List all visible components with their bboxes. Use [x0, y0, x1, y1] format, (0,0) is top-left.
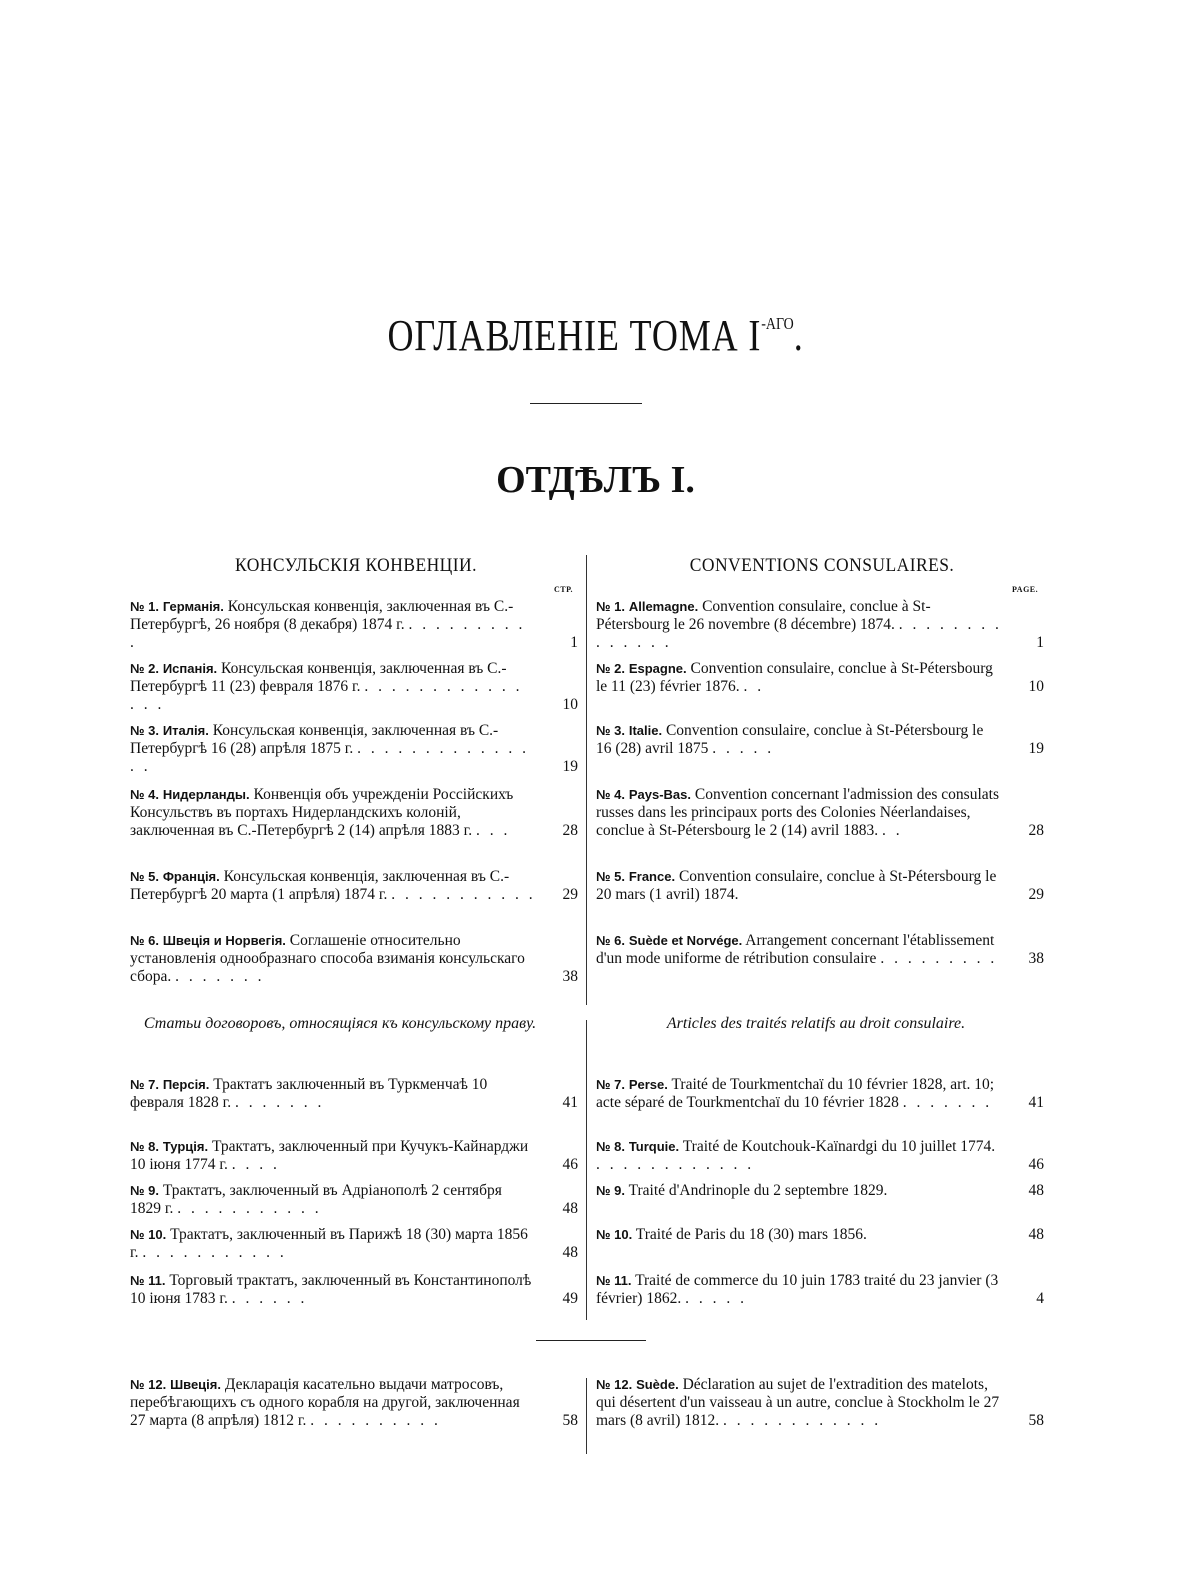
title-divider: [530, 403, 642, 404]
entry-country: Персія.: [162, 1077, 210, 1092]
right-entry: [596, 1272, 1048, 1308]
entry-dots: . . . . . . . . . . . . . .: [596, 616, 1002, 651]
entry-dots: . . . . . . . . . .: [310, 1412, 441, 1429]
entry-page: 19: [1028, 740, 1044, 757]
entry-country: Швеція.: [170, 1377, 221, 1392]
entry-country: Франція.: [162, 869, 220, 884]
entry-page: 41: [562, 1094, 578, 1111]
right-subsection-title: Articles des traités relatifs au droit consulaire.: [666, 1015, 966, 1032]
entry-number: № 4.: [596, 787, 625, 802]
entry-text: Convention concernant l'admission des consulats russes dans les principaux ports des Colonies Néerlandaises, conclue à St-Pétersbourg le 2 (14) avril 1883.: [596, 786, 999, 839]
right-entry: [596, 868, 1048, 904]
entry-dots: . . . . . . .: [902, 1094, 993, 1111]
entry-number: № 7.: [130, 1077, 159, 1092]
entry-dots: . .: [881, 822, 903, 839]
entry-text: Convention consulaire, conclue à St-Pétersbourg le 26 novembre (8 décembre) 1874.: [596, 598, 931, 633]
entry-page: 4: [1036, 1290, 1044, 1307]
page-title-main: ОГЛАВЛЕНІЕ ТОМА I: [387, 311, 762, 360]
entry-dots: . . . . .: [685, 1290, 747, 1307]
entry-text: Консульская конвенція, заключенная въ С.-Петербургѣ, 26 ноября (8 декабря) 1874 г.: [130, 598, 514, 633]
entry-page: 46: [1028, 1156, 1044, 1173]
left-entry: [130, 932, 582, 986]
section-title: ОТДѢЛЪ I.: [496, 459, 695, 501]
entry-number: № 5.: [130, 869, 159, 884]
entry-page: 48: [1028, 1226, 1044, 1243]
entry-number: № 6.: [130, 933, 159, 948]
entry-text: Консульская конвенція, заключенная въ С.-Петербургѣ 16 (28) апрѣля 1875 г.: [130, 722, 499, 757]
entry-dots: . . . . . . .: [234, 1094, 325, 1111]
left-entry: [130, 1182, 582, 1218]
entry-page: 10: [562, 696, 578, 713]
left-page-label: СТР.: [554, 585, 573, 594]
entry-page: 49: [562, 1290, 578, 1307]
bottom-divider: [536, 1340, 646, 1341]
entry-dots: . . . . . . .: [175, 968, 265, 985]
entry-page: 41: [1028, 1094, 1044, 1111]
entry-page: 1: [570, 634, 578, 651]
entry-dots: . . . . . .: [231, 1290, 308, 1307]
page-title-superscript: -АГО: [761, 314, 794, 333]
left-subsection-title: Статьи договоровъ, относящіяся къ консульскому праву.: [143, 1015, 537, 1032]
page-title-end: .: [793, 311, 804, 360]
column-divider-middle: [586, 1020, 587, 1320]
entry-text: Traité de Koutchouk-Kaïnardgi du 10 juillet 1774.: [682, 1138, 996, 1155]
entry-number: № 4.: [130, 787, 159, 802]
entry-country: Espagne.: [628, 661, 687, 676]
entry-number: № 10.: [596, 1227, 633, 1242]
entry-text: Traité de Tourkmentchaï du 10 février 1828, art. 10; acte séparé de Tourkmentchaï du 10 février 1828: [596, 1076, 995, 1111]
entry-country: Турція.: [162, 1139, 209, 1154]
entry-number: № 1.: [596, 599, 625, 614]
entry-dots: . . . .: [231, 1156, 280, 1173]
entry-country: Perse.: [628, 1077, 668, 1092]
entry-number: № 2.: [130, 661, 159, 676]
entry-text: Traité de Paris du 18 (30) mars 1856.: [635, 1226, 867, 1243]
left-entry: [130, 598, 582, 652]
entry-page: 1: [1036, 634, 1044, 651]
entry-page: 10: [1028, 678, 1044, 695]
entry-number: № 8.: [596, 1139, 625, 1154]
entry-dots: . . . . . . . . . . . .: [596, 1156, 755, 1173]
entry-dots: . . . . . . . . . . . . . . .: [130, 678, 523, 713]
right-entry: [596, 1076, 1048, 1112]
entry-country: Suède.: [636, 1377, 679, 1392]
entry-number: № 11.: [130, 1273, 166, 1288]
right-entry: [596, 1226, 1048, 1244]
entry-number: № 6.: [596, 933, 625, 948]
entry-number: № 8.: [130, 1139, 159, 1154]
entry-text: Déclaration au sujet de l'extradition des matelots, qui désertent d'un vaisseau à un autre, conclue à Stockholm le 27 mars (8 avril) 1812.: [596, 1376, 1000, 1429]
entry-country: Allemagne.: [628, 599, 699, 614]
entry-number: № 3.: [596, 723, 625, 738]
entry-page: 29: [1028, 886, 1044, 903]
entry-text: Traité d'Andrinople du 2 septembre 1829.: [628, 1182, 888, 1199]
right-entry: [596, 1138, 1048, 1174]
column-divider-top: [586, 555, 587, 1005]
right-entry: [596, 932, 1048, 968]
left-entry: [130, 722, 582, 776]
left-entry: [130, 786, 582, 840]
entry-text: Трактатъ, заключенный при Кучукъ-Кайнарджи 10 іюня 1774 г.: [130, 1138, 529, 1173]
right-page-label: PAGE.: [1012, 585, 1039, 594]
entry-dots: . . . . . . . . . .: [130, 616, 526, 651]
entry-page: 48: [562, 1200, 578, 1217]
entry-dots: . . . . . . . . . . . .: [722, 1412, 882, 1429]
entry-page: 38: [1028, 950, 1044, 967]
entry-dots: . .: [743, 678, 765, 695]
right-entry: [596, 660, 1048, 696]
entry-number: № 10.: [130, 1227, 167, 1242]
entry-number: № 9.: [596, 1183, 625, 1198]
left-entry: [130, 868, 582, 904]
entry-text: Конвенція объ учрежденіи Россійскихъ Консульствъ въ портахъ Нидерландскихъ колоній, заключенная въ С.-Петербургѣ 2 (14) апрѣля 1883 г.: [130, 786, 514, 839]
right-column-header: CONVENTIONS CONSULAIRES.: [689, 555, 955, 576]
entry-dots: . . . . . . . . . . .: [142, 1244, 287, 1261]
entry-text: Traité de commerce du 10 juin 1783 traité du 23 janvier (3 février) 1862.: [596, 1272, 999, 1307]
entry-page: 38: [562, 968, 578, 985]
page-title: [107, 310, 1084, 361]
entry-number: № 5.: [596, 869, 625, 884]
entry-page: 46: [562, 1156, 578, 1173]
entry-dots: . . . . . . . . . . .: [391, 886, 536, 903]
entry-page: 58: [1028, 1412, 1044, 1429]
entry-dots: . . . . .: [712, 740, 775, 757]
entry-text: Торговый трактатъ, заключенный въ Константинополѣ 10 іюня 1783 г.: [130, 1272, 532, 1307]
entry-text: Трактатъ заключенный въ Туркменчаѣ 10 февраля 1828 г.: [130, 1076, 488, 1111]
right-entry: [596, 598, 1048, 652]
entry-number: № 9.: [130, 1183, 159, 1198]
entry-text: Консульская конвенція, заключенная въ С.-Петербургѣ 11 (23) февраля 1876 г.: [130, 660, 507, 695]
entry-number: № 12.: [596, 1377, 633, 1392]
column-divider-bottom: [586, 1378, 587, 1454]
entry-number: № 2.: [596, 661, 625, 676]
entry-text: Трактатъ, заключенный въ Парижѣ 18 (30) марта 1856 г.: [130, 1226, 528, 1261]
entry-text: Arrangement concernant l'établissement d'un mode uniforme de rétribution consulaire: [596, 932, 995, 967]
entry-text: Convention consulaire, conclue à St-Pétersbourg le 11 (23) février 1876.: [596, 660, 993, 695]
entry-dots: . . .: [475, 822, 511, 839]
entry-country: Suède et Norvége.: [628, 933, 743, 948]
entry-page: 28: [1028, 822, 1044, 839]
entry-number: № 11.: [596, 1273, 632, 1288]
entry-country: Turquie.: [628, 1139, 680, 1154]
left-column-header: КОНСУЛЬСКІЯ КОНВЕНЦІИ.: [235, 555, 477, 576]
entry-page: 58: [562, 1412, 578, 1429]
entry-text: Декларація касательно выдачи матросовъ, перебѣгающихъ съ одного корабля на другой, заключенная 27 марта (8 апрѣля) 1812 г.: [130, 1376, 520, 1429]
entry-number: № 12.: [130, 1377, 167, 1392]
entry-page: 29: [562, 886, 578, 903]
entry-text: Convention consulaire, conclue à St-Pétersbourg le 20 mars (1 avril) 1874.: [596, 868, 997, 903]
left-entry: [130, 1138, 582, 1174]
entry-page: 48: [562, 1244, 578, 1261]
left-entry: [130, 1226, 582, 1262]
entry-number: № 7.: [596, 1077, 625, 1092]
right-entry: [596, 786, 1048, 840]
entry-page: 48: [1028, 1182, 1044, 1199]
entry-text: Трактатъ, заключенный въ Адріанополѣ 2 сентября 1829 г.: [130, 1182, 502, 1217]
entry-country: Италія.: [162, 723, 209, 738]
entry-country: France.: [628, 869, 676, 884]
entry-country: Швеція и Норвегія.: [162, 933, 286, 948]
left-entry: [130, 1376, 582, 1430]
right-entry: [596, 1182, 1048, 1200]
entry-dots: . . . . . . . . .: [880, 950, 998, 967]
entry-text: Convention consulaire, conclue à St-Pétersbourg le 16 (28) avril 1875: [596, 722, 984, 757]
entry-dots: . . . . . . . . . . . . . . .: [130, 740, 529, 775]
entry-country: Italie.: [628, 723, 663, 738]
entry-number: № 1.: [130, 599, 159, 614]
right-entry: [596, 1376, 1048, 1430]
left-entry: [130, 1076, 582, 1112]
entry-page: 19: [562, 758, 578, 775]
entry-text: Консульская конвенція, заключенная въ С.-Петербургѣ 20 марта (1 апрѣля) 1874 г.: [130, 868, 510, 903]
left-entry: [130, 660, 582, 714]
entry-country: Германія.: [162, 599, 224, 614]
entry-text: Соглашеніе относительно установленія однообразнаго способа взиманія консульскаго сбора.: [130, 932, 525, 985]
entry-country: Нидерланды.: [162, 787, 250, 802]
right-entry: [596, 722, 1048, 758]
entry-page: 28: [562, 822, 578, 839]
entry-dots: . . . . . . . . . . .: [177, 1200, 322, 1217]
entry-country: Испанія.: [162, 661, 218, 676]
entry-number: № 3.: [130, 723, 159, 738]
entry-country: Pays-Bas.: [628, 787, 691, 802]
left-entry: [130, 1272, 582, 1308]
